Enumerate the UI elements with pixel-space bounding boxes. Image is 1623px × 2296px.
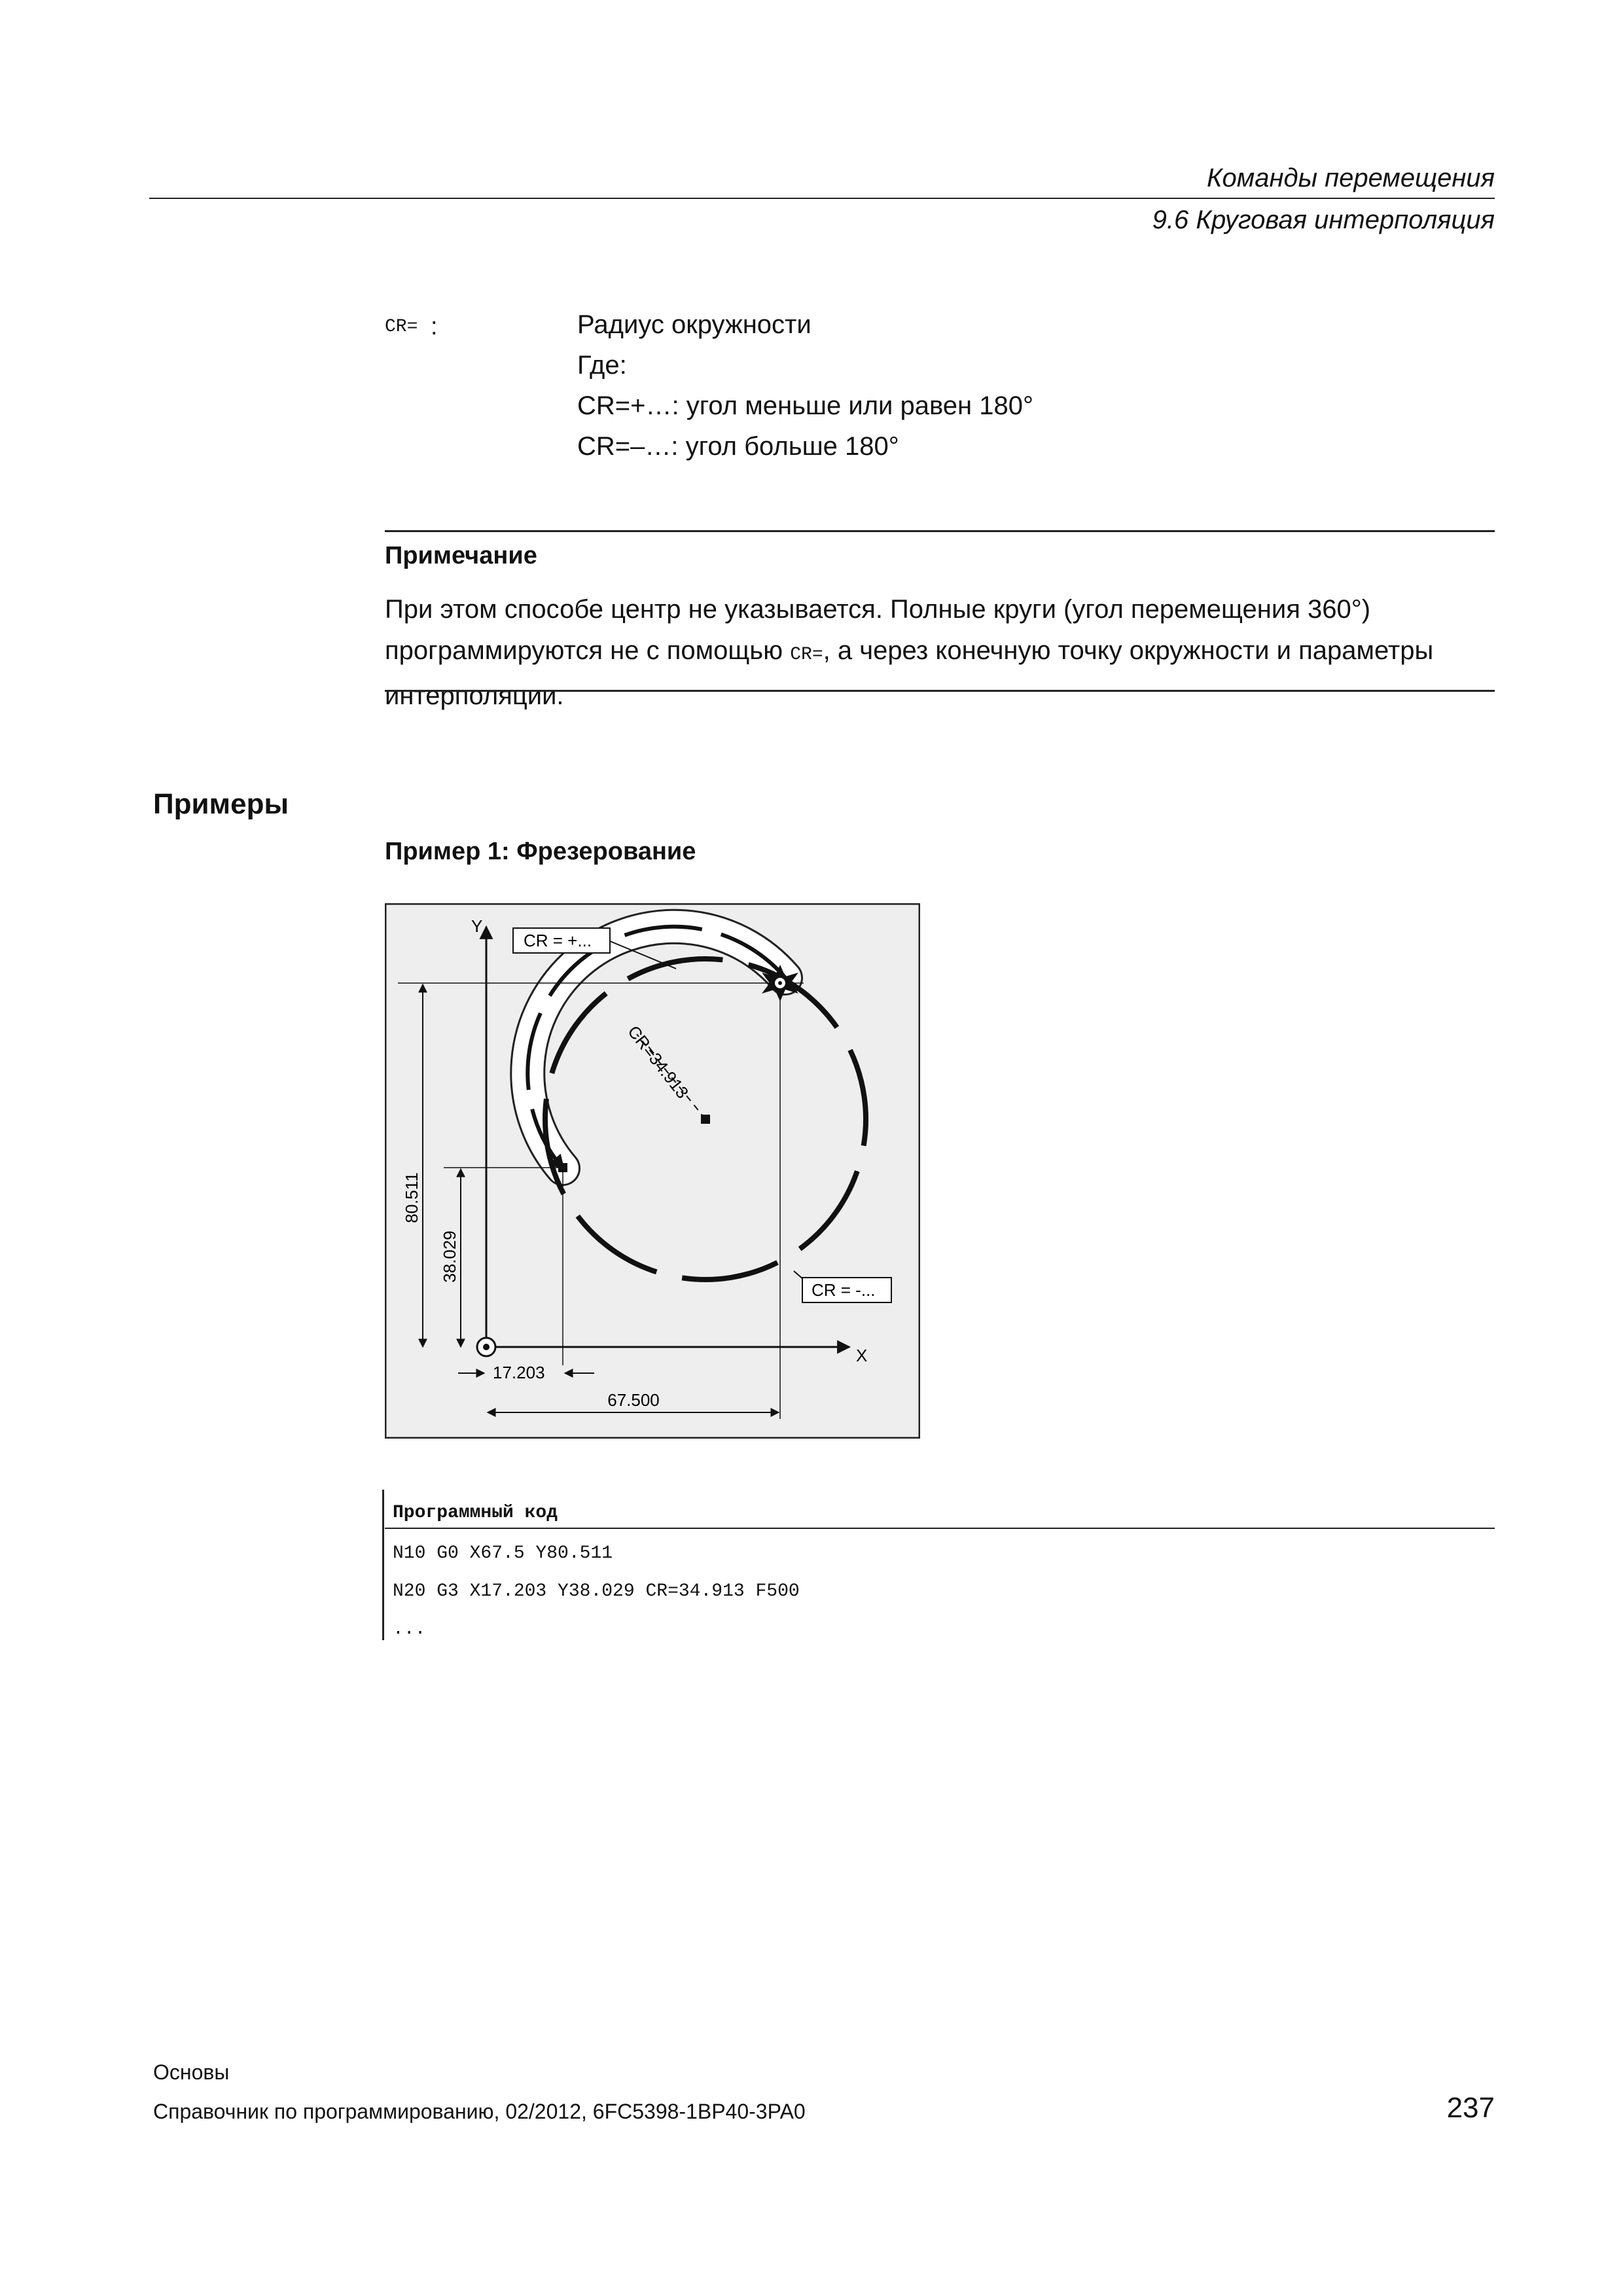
example-title: Пример 1: Фрезерование [385, 838, 696, 865]
note-body [385, 589, 1497, 717]
header-chapter: Команды перемещения [1206, 164, 1495, 192]
end-point-marker [558, 1163, 567, 1172]
axis-x-label: X [856, 1346, 868, 1365]
section-title: Примеры [153, 788, 289, 820]
parameter-term: CR= [385, 317, 418, 337]
origin-symbol-inner [483, 1344, 490, 1350]
figure-frame [385, 904, 919, 1438]
note-title: Примечание [385, 542, 537, 569]
note-bottom-rule [385, 690, 1495, 692]
header-rule [149, 198, 1495, 199]
footer-line1: Основы [153, 2060, 230, 2084]
code-line: ... [393, 1619, 426, 1640]
radius-label: CR=34.913 [624, 1022, 693, 1102]
dim-label-x-end: 67.500 [607, 1390, 660, 1410]
code-header-rule [385, 1528, 1495, 1529]
note-top-rule [385, 530, 1495, 532]
callout-label-cr-plus: CR = +... [524, 931, 592, 950]
note-text-after: , а через конечную точку окружности и параметры интерполяции. [385, 636, 1434, 710]
page-number: 237 [1446, 2092, 1495, 2124]
dim-label-y-start: 38.029 [440, 1230, 459, 1283]
milling-figure [385, 903, 920, 1439]
footer-line2: Справочник по программированию, 02/2012, 6FC5398-1BP40-3PA0 [153, 2100, 806, 2123]
code-line: N10 G0 X67.5 Y80.511 [393, 1543, 613, 1564]
code-left-bar [382, 1490, 384, 1640]
callout-label-cr-minus: CR = -... [812, 1280, 876, 1300]
parameter-line: Где: [577, 351, 627, 380]
parameter-line: CR=+…: угол меньше или равен 180° [577, 391, 1033, 420]
axis-y-label: Y [471, 916, 483, 936]
header-section: 9.6 Круговая интерполяция [1152, 206, 1495, 234]
code-header: Программный код [393, 1503, 558, 1523]
code-line: N20 G3 X17.203 Y38.029 CR=34.913 F500 [393, 1581, 800, 1602]
dim-label-x-start: 17.203 [493, 1363, 545, 1382]
dim-label-y-end: 80.511 [402, 1172, 421, 1223]
note-text-before: При этом способе центр не указывается. Полные круги (угол перемещения 360°) программируются не с помощью [385, 595, 1371, 665]
parameter-line: Радиус окружности [577, 310, 812, 339]
parameter-line: CR=–…: угол больше 180° [577, 432, 899, 461]
parameter-colon: : [431, 313, 438, 340]
note-inline-code: CR= [790, 645, 823, 665]
